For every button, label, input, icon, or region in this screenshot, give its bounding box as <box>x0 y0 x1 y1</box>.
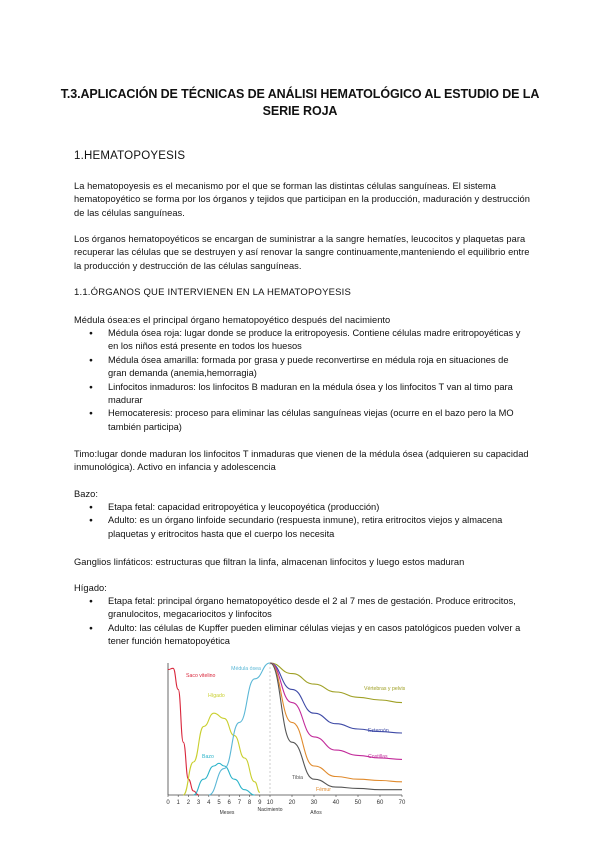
series-line-7 <box>270 663 402 782</box>
series-line-4 <box>270 663 402 703</box>
list-item: ● Médula ósea amarilla: formada por grasa y puede reconvertirse en médula roja en situaciones de gran demanda (anemia,hemorragia) <box>74 354 524 381</box>
series-line-3 <box>209 663 270 795</box>
list-item: ● Adulto: es un órgano linfoide secundario (respuesta inmune), retira eritrocitos viejos y almacena plaquetas y eritrocitos hasta que el cuerpo los necesita <box>74 514 524 541</box>
higado-list <box>74 595 524 649</box>
x-axis-label-years: Años <box>310 810 322 816</box>
chart-series-group <box>168 663 402 795</box>
series-label-5: Esternón <box>368 728 389 734</box>
paragraph-timo: Timo:lugar donde maduran los linfocitos T inmaduras que vienen de la médula ósea (adquieren su capacidad inmunológica). Activo en infancia y adolescencia <box>74 449 529 473</box>
hematopoiesis-chart <box>150 655 412 820</box>
list-item: ● Hemocateresis: proceso para eliminar las células sanguíneas viejas (ocurre en el bazo pero la MO también participa) <box>74 407 524 434</box>
higado-heading: Hígado: <box>74 583 107 593</box>
x-tick-label: 8 <box>247 800 252 806</box>
series-label-4: Vértebras y pelvis <box>364 686 406 692</box>
paragraph-organs: Los órganos hematopoyéticos se encargan de suministrar a la sangre hematíes, leucocitos y plaquetas para recuperar las células que se destruyen y así renovar la sangre continuamente,manteniendo el equilibrio entre la producción y destrucción de las células sanguíneas. <box>74 234 530 271</box>
x-tick-label: 30 <box>310 800 318 806</box>
list-item: ● Adulto: las células de Kupffer pueden eliminar células viejas y en casos patológicos pueden volver a tener función hematopoyética <box>74 622 524 649</box>
x-axis-label-months: Meses <box>219 810 235 816</box>
series-label-7: Fémur <box>316 787 331 793</box>
list-item: ● Médula ósea roja: lugar donde se produce la eritropoyesis. Contiene células madre eritropoyéticas y en los niños está presente en todos los huesos <box>74 327 524 354</box>
bazo-heading: Bazo: <box>74 489 99 499</box>
list-item: ● Linfocitos inmaduros: los linfocitos B maduran en la médula ósea y los linfocitos T van al timo para madurar <box>74 381 524 408</box>
section-heading-hematopoyesis: 1.HEMATOPOYESIS <box>74 150 186 162</box>
series-label-1: Hígado <box>208 693 225 699</box>
chart-labels-group <box>166 666 406 816</box>
list-item: ● Etapa fetal: capacidad eritropoyética y leucopoyética (producción) <box>74 501 524 514</box>
document-title: T.3.APLICACIÓN DE TÉCNICAS DE ANÁLISI HEMATOLÓGICO AL ESTUDIO DE LA SERIE ROJA <box>60 87 540 118</box>
x-tick-label: 50 <box>354 800 362 806</box>
x-tick-label: 40 <box>332 800 340 806</box>
x-tick-label: 4 <box>207 800 211 806</box>
series-label-2: Bazo <box>202 754 214 760</box>
x-tick-label: 10 <box>266 800 274 806</box>
series-line-8 <box>270 663 402 790</box>
bazo-list <box>74 501 524 541</box>
x-tick-label: 3 <box>196 800 201 806</box>
series-label-8: Tibia <box>292 775 304 781</box>
series-line-1 <box>183 713 259 795</box>
x-tick-label: 5 <box>217 800 221 806</box>
series-label-3: Médula ósea <box>231 666 261 672</box>
medula-intro: Médula ósea:es el principal órgano hematopoyético después del nacimiento <box>74 315 391 325</box>
series-line-6 <box>270 663 402 759</box>
series-label-0: Saco vitelino <box>186 673 216 679</box>
series-line-0 <box>168 668 199 795</box>
series-label-6: Costillas <box>368 754 388 760</box>
x-tick-label: 1 <box>176 800 180 806</box>
x-tick-label: 70 <box>398 800 406 806</box>
paragraph-ganglios: Ganglios linfáticos: estructuras que filtran la linfa, almacenan linfocitos y luego estos maduran <box>74 557 465 567</box>
x-tick-label: 7 <box>237 800 242 806</box>
list-item: ● Etapa fetal: principal órgano hematopoyético desde el 2 al 7 mes de gestación. Produce eritrocitos, granulocitos, megacariocitos y linfocitos <box>74 595 524 622</box>
x-tick-label: 20 <box>288 800 296 806</box>
x-tick-label: 60 <box>376 800 384 806</box>
subsection-heading-organos: 1.1.ÓRGANOS QUE INTERVIENEN EN LA HEMATOPOYESIS <box>74 287 352 298</box>
medula-list <box>74 327 524 434</box>
x-tick-label: 2 <box>186 800 191 806</box>
x-tick-label: 6 <box>227 800 231 806</box>
paragraph-definition: La hematopoyesis es el mecanismo por el que se forman las distintas células sanguíneas. El sistema hematopoyético se forma por los órganos y tejidos que participan en la producción, maduración y destrucción de las células sanguíneas. <box>74 181 530 218</box>
x-axis-label-birth: Nacimiento <box>257 807 283 813</box>
x-tick-label: 0 <box>166 800 170 806</box>
x-tick-label: 9 <box>258 800 262 806</box>
